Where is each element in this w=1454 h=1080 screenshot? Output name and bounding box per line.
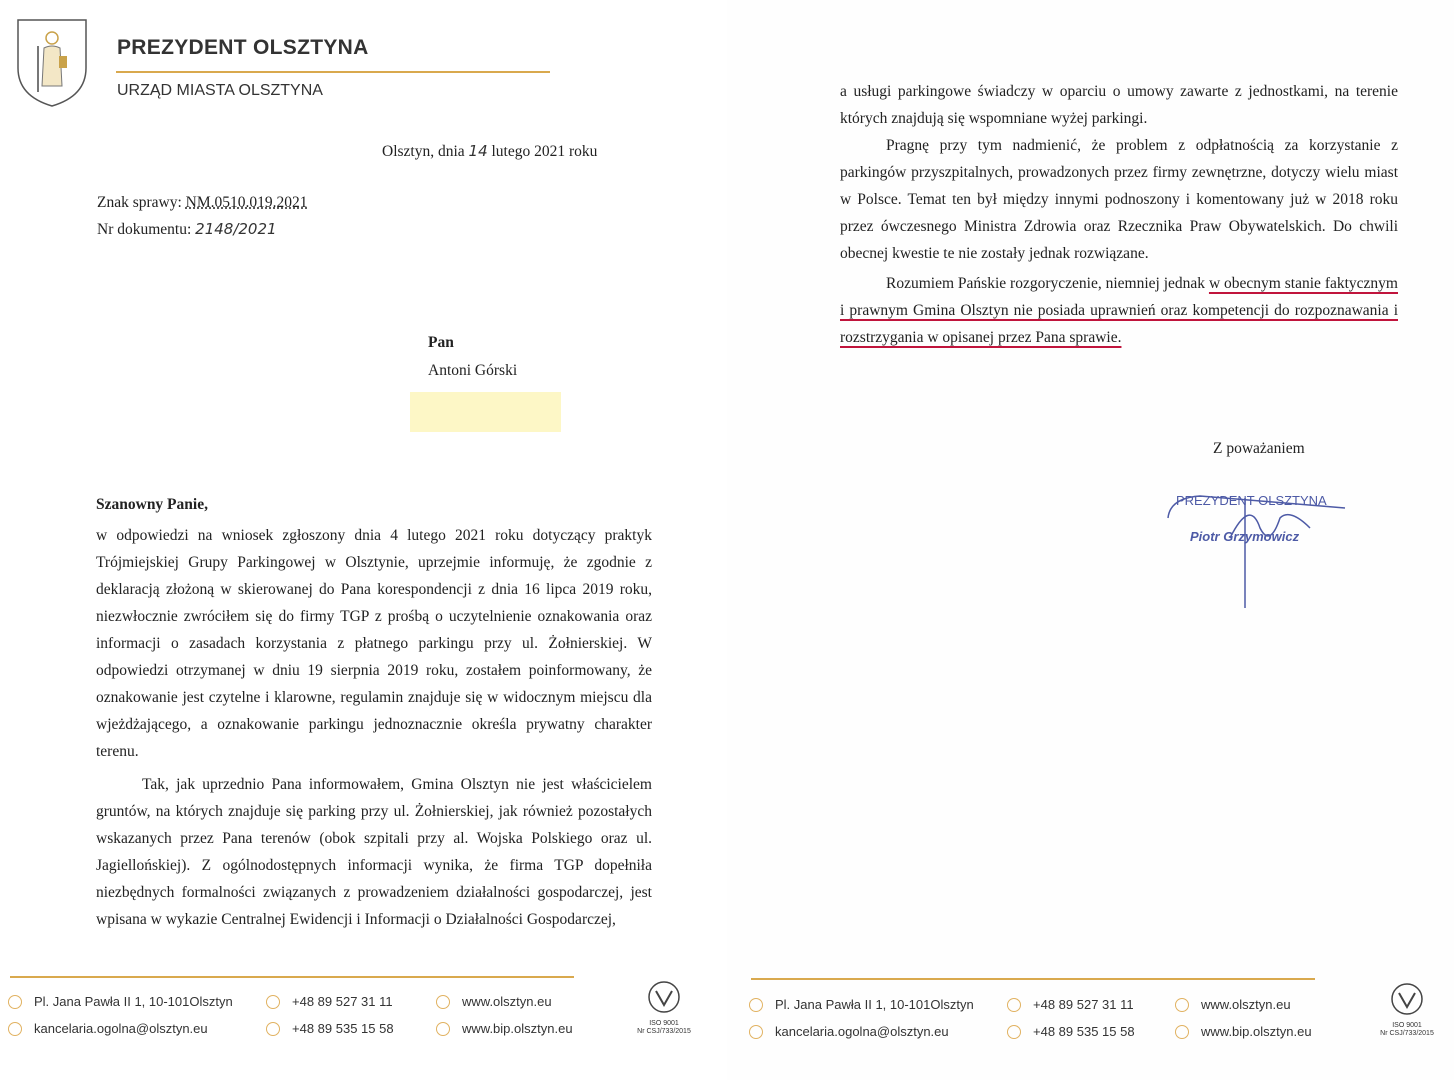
footer-web-1-2[interactable] — [1175, 997, 1291, 1012]
header-divider — [116, 71, 550, 73]
email-icon — [8, 1022, 22, 1036]
letter-date — [382, 142, 597, 161]
footer-web-2-text: www.bip.olsztyn.eu — [462, 1021, 573, 1036]
footer-web-1-text-2: www.olsztyn.eu — [1201, 997, 1291, 1012]
phone-icon — [1007, 998, 1021, 1012]
footer-phone-2-2 — [1007, 1024, 1135, 1039]
header-subtitle: URZĄD MIASTA OLSZTYNA — [117, 82, 323, 99]
date-suffix: lutego 2021 roku — [491, 143, 598, 160]
redacted-address — [410, 392, 561, 432]
location-icon — [749, 998, 763, 1012]
footer-phone-2-text: +48 89 535 15 58 — [292, 1021, 394, 1036]
footer-address — [8, 994, 233, 1009]
fax-icon — [266, 1022, 280, 1036]
closing-phrase: Z poważaniem — [1213, 440, 1305, 457]
footer-phone-1 — [266, 994, 393, 1009]
bip-icon — [436, 1022, 450, 1036]
stamp-title: PREZYDENT OLSZTYNA — [1176, 493, 1327, 508]
paragraph-2: Tak, jak uprzednio Pana informowałem, Gmina Olsztyn nie jest właścicielem gruntów, na których znajduje się parking przy ul. Żołnierskiej, jak również pozostałych wskazanych przez Pana terenów (obok szpitali przy al. Wojska Polskiego oraz ul. Jagiellońskiej). Z ogólnodostępnych informacji wynika, że firma TGP dopełniła niezbędnych formalności związanych z prowadzeniem działalności gospodarczej, jest wpisana w wykazie Centralnej Ewidencji i Informacji o Działalności Gospodarczej, — [96, 776, 652, 928]
document-number-value: 2148/2021 — [195, 220, 277, 238]
globe-icon — [1175, 998, 1189, 1012]
footer-address-text-2: Pl. Jana Pawła II 1, 10-101Olsztyn — [775, 997, 974, 1012]
footer-web-2-text-2: www.bip.olsztyn.eu — [1201, 1024, 1312, 1039]
paragraph-1: w odpowiedzi na wniosek zgłoszony dnia 4 lutego 2021 roku dotyczący praktyk Trójmiejskiej Grupy Parkingowej w Olsztynie, uprzejmie informuję, że zgodnie z deklaracją złożoną w skierowanej do Pana korespondencji z dnia 16 lipca 2019 roku, niezwłocznie zwróciłem się do firmy TGP z prośbą o uczytelnienie oznakowania oraz informacji o zasadach korzystania z płatnego parkingu przy ul. Żołnierskiej. W odpowiedzi otrzymanej w dniu 19 sierpnia 2019 roku, zostałem poinformowany, że oznakowanie jest czytelne i klarowne, regulamin znajduje się w widocznym miejscu dla wjeżdżającego, a oznakowanie parkingu jednoznacznie określa prywatny charakter terenu. — [96, 527, 652, 760]
phone-icon — [266, 995, 280, 1009]
date-prefix: Olsztyn, dnia — [382, 143, 465, 160]
footer-phone-1-text: +48 89 527 31 11 — [292, 994, 393, 1009]
footer-phone-1-2 — [1007, 997, 1134, 1012]
paragraph-5 — [840, 270, 1398, 351]
iso-line-1: ISO 9001 — [1392, 1022, 1422, 1029]
footer-email-text: kancelaria.ogolna@olsztyn.eu — [34, 1021, 208, 1036]
fax-icon — [1007, 1025, 1021, 1039]
footer-web-1-text: www.olsztyn.eu — [462, 994, 552, 1009]
footer-address-2 — [749, 997, 974, 1012]
footer-phone-1-text-2: +48 89 527 31 11 — [1033, 997, 1134, 1012]
footer-phone-2 — [266, 1021, 394, 1036]
bip-icon — [1175, 1025, 1189, 1039]
iso-line-1: ISO 9001 — [649, 1020, 679, 1027]
footer-divider-2 — [751, 978, 1315, 980]
recipient-name: Antoni Górski — [428, 362, 518, 379]
paragraph-5-underlined: w obecnym stanie faktycznym i prawnym Gmina Olsztyn nie posiada uprawnień oraz kompetencji do rozpoznawania i rozstrzygania w opisanej przez Pana sprawie. — [840, 275, 1398, 346]
iso-logo-icon — [647, 980, 681, 1014]
case-reference — [97, 194, 308, 212]
case-label: Znak sprawy: — [97, 194, 182, 211]
globe-icon — [436, 995, 450, 1009]
footer-address-text: Pl. Jana Pawła II 1, 10-101Olsztyn — [34, 994, 233, 1009]
location-icon — [8, 995, 22, 1009]
iso-certification-2 — [1377, 982, 1437, 1038]
letter-page-2 — [727, 0, 1454, 1080]
case-value: NM.0510.019.2021 — [185, 194, 308, 211]
footer-phone-2-text-2: +48 89 535 15 58 — [1033, 1024, 1135, 1039]
footer-email-text-2: kancelaria.ogolna@olsztyn.eu — [775, 1024, 949, 1039]
iso-line-2: Nr CSJ/733/2015 — [1380, 1030, 1434, 1037]
paragraph-5-start: Rozumiem Pańskie rozgoryczenie, niemniej jednak — [886, 275, 1209, 292]
footer-web-2[interactable] — [436, 1021, 573, 1036]
iso-line-2: Nr CSJ/733/2015 — [637, 1028, 691, 1035]
document-number-label: Nr dokumentu: — [97, 221, 192, 238]
email-icon — [749, 1025, 763, 1039]
greeting: Szanowny Panie, — [96, 496, 208, 513]
footer-email-2[interactable] — [749, 1024, 949, 1039]
paragraph-4: Pragnę przy tym nadmienić, że problem z odpłatnością za korzystanie z parkingów przyszpitalnych, prowadzonych przez firmy zewnętrzne, dotyczy wielu miast w Polsce. Temat ten był między innymi podnoszony i komentowany już w 2018 roku przez ówczesnego Ministra Zdrowia oraz Rzecznika Praw Obywatelskich. Do chwili obecnej kwestie te nie zostały jednak rozwiązane. — [840, 137, 1398, 262]
footer-web-2-2[interactable] — [1175, 1024, 1312, 1039]
iso-logo-icon — [1390, 982, 1424, 1016]
footer-email[interactable] — [8, 1021, 208, 1036]
footer-web-1[interactable] — [436, 994, 552, 1009]
footer-divider — [10, 976, 574, 978]
coat-of-arms-logo — [14, 16, 90, 110]
header-title: PREZYDENT OLSZTYNA — [117, 36, 369, 59]
stamp-name: Piotr Grzymowicz — [1190, 529, 1300, 544]
recipient-title: Pan — [428, 334, 454, 351]
document-number — [97, 220, 277, 239]
date-handwritten-day: 14 — [468, 142, 488, 160]
paragraph-3: a usługi parkingowe świadczy w oparciu o umowy zawarte z jednostkami, na terenie których znajdują się wspomniane wyżej parkingi. — [840, 83, 1398, 127]
iso-certification — [634, 980, 694, 1036]
